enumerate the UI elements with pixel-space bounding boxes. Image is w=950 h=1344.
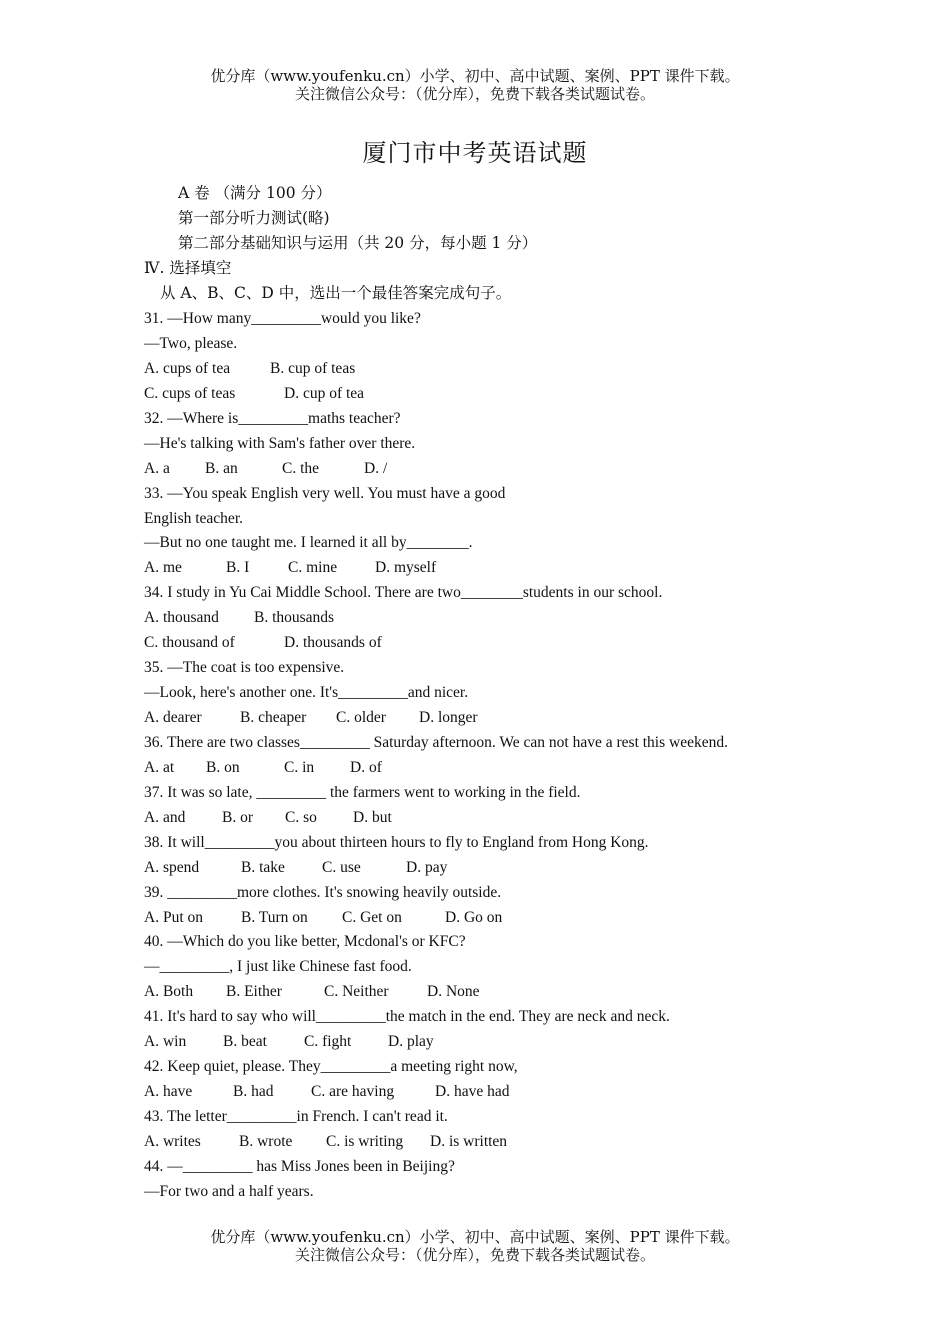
question-40-options bbox=[144, 980, 844, 1005]
option-d: D. is written bbox=[430, 1132, 508, 1150]
question-35-options bbox=[144, 706, 844, 731]
option-a: A. Put on bbox=[144, 908, 203, 926]
question-40-reply: —_________, I just like Chinese fast food. bbox=[144, 958, 412, 976]
option-b: B. or bbox=[222, 808, 253, 826]
option-c: C. cups of teas bbox=[144, 384, 236, 402]
option-c: C. older bbox=[336, 709, 386, 726]
option-a: A. have bbox=[144, 1083, 193, 1101]
option-a: A. and bbox=[144, 808, 186, 826]
option-b: B. wrote bbox=[239, 1132, 293, 1150]
page-footer bbox=[0, 1228, 950, 1264]
question-33-stem: 33. —You speak English very well. You must have a good bbox=[144, 484, 506, 502]
question-38-stem: 38. It will_________you about thirteen hours to fly to England from Hong Kong. bbox=[144, 833, 649, 851]
option-b: B. thousands bbox=[254, 609, 335, 627]
option-c: C. are having bbox=[311, 1083, 395, 1101]
question-44-reply: —For two and a half years. bbox=[144, 1182, 314, 1200]
option-a: A. writes bbox=[144, 1132, 201, 1150]
footer-line-2: 关注微信公众号：（优分库），免费下载各类试题试卷。 bbox=[294, 1246, 655, 1264]
question-34-options-ab bbox=[144, 606, 844, 631]
option-d: D. myself bbox=[375, 559, 437, 577]
question-33-reply: —But no one taught me. I learned it all by________. bbox=[144, 534, 473, 552]
section-instruction: 从 A、B、C、D 中，选出一个最佳答案完成句子。 bbox=[160, 284, 512, 302]
option-a: A. me bbox=[144, 559, 182, 577]
question-38-options bbox=[144, 856, 844, 881]
question-41-stem: 41. It's hard to say who will_________the match in the end. They are neck and neck. bbox=[144, 1008, 670, 1026]
question-32-stem: 32. —Where is_________maths teacher? bbox=[144, 409, 401, 427]
question-34-options-cd bbox=[144, 631, 844, 656]
option-b: B. Turn on bbox=[241, 908, 308, 926]
option-d: D. have had bbox=[435, 1083, 510, 1101]
option-c: C. fight bbox=[304, 1033, 352, 1051]
part-one-heading: 第一部分听力测试(略) bbox=[178, 209, 330, 227]
option-c: C. Get on bbox=[342, 908, 402, 926]
question-43-stem: 43. The letter_________in French. I can't read it. bbox=[144, 1108, 448, 1125]
option-c: C. so bbox=[285, 808, 317, 826]
question-37-options bbox=[144, 806, 844, 831]
option-b: B. on bbox=[206, 758, 240, 776]
option-b: B. cup of teas bbox=[270, 359, 356, 377]
page-title: 厦门市中考英语试题 bbox=[362, 139, 588, 167]
part-two-heading: 第二部分基础知识与运用（共 20 分，每小题 1 分） bbox=[178, 234, 538, 252]
option-a: A. spend bbox=[144, 858, 200, 876]
option-c: C. Neither bbox=[324, 983, 389, 1001]
header-line-2: 关注微信公众号：（优分库），免费下载各类试题试卷。 bbox=[294, 85, 655, 103]
option-b: B. an bbox=[205, 459, 238, 477]
footer-line-1: 优分库（www.youfenku.cn）小学、初中、高中试题、案例、PPT 课件下载。 bbox=[210, 1228, 740, 1246]
question-31-stem: 31. —How many_________would you like? bbox=[144, 310, 421, 327]
option-d: D. but bbox=[353, 808, 392, 826]
question-36-options bbox=[144, 756, 844, 781]
option-a: A. cups of tea bbox=[144, 359, 231, 377]
question-31-reply: —Two, please. bbox=[144, 334, 238, 352]
option-d: D. thousands of bbox=[284, 634, 382, 652]
option-a: A. a bbox=[144, 459, 170, 477]
option-c: C. use bbox=[322, 858, 361, 876]
question-list bbox=[144, 307, 844, 1205]
question-35-reply: —Look, here's another one. It's_________and nicer. bbox=[144, 684, 469, 702]
option-d: D. None bbox=[427, 983, 480, 1001]
question-34-stem: 34. I study in Yu Cai Middle School. There are two________students in our school. bbox=[144, 584, 663, 602]
option-a: A. Both bbox=[144, 983, 194, 1001]
question-33-stem-cont: English teacher. bbox=[144, 509, 243, 527]
option-d: D. of bbox=[350, 758, 382, 776]
option-d: D. Go on bbox=[445, 908, 503, 926]
page-header bbox=[0, 67, 950, 103]
header-line-1: 优分库（www.youfenku.cn）小学、初中、高中试题、案例、PPT 课件下载。 bbox=[210, 67, 740, 85]
option-a: A. thousand bbox=[144, 609, 219, 627]
question-39-options bbox=[144, 906, 844, 931]
question-32-options bbox=[144, 457, 844, 482]
option-d: D. longer bbox=[419, 709, 478, 726]
option-d: D. / bbox=[364, 459, 388, 477]
section-heading: Ⅳ. 选择填空 bbox=[144, 259, 232, 277]
question-40-stem: 40. —Which do you like better, Mcdonal's or KFC? bbox=[144, 933, 466, 951]
option-b: B. had bbox=[233, 1083, 274, 1101]
question-31-options-cd bbox=[144, 382, 844, 407]
option-d: D. pay bbox=[406, 858, 448, 876]
question-36-stem: 36. There are two classes_________ Saturday afternoon. We can not have a rest this weekend. bbox=[144, 733, 728, 751]
option-a: A. win bbox=[144, 1033, 187, 1051]
paper-info: A 卷 （满分 100 分） bbox=[178, 184, 332, 202]
question-42-stem: 42. Keep quiet, please. They_________a meeting right now, bbox=[144, 1058, 518, 1076]
option-b: B. beat bbox=[223, 1033, 267, 1051]
question-41-options bbox=[144, 1030, 844, 1055]
question-37-stem: 37. It was so late, _________ the farmers went to working in the field. bbox=[144, 783, 581, 801]
option-c: C. is writing bbox=[326, 1132, 404, 1150]
option-b: B. I bbox=[226, 559, 250, 577]
question-39-stem: 39. _________more clothes. It's snowing heavily outside. bbox=[144, 883, 502, 901]
option-d: D. play bbox=[388, 1033, 434, 1051]
option-c: C. the bbox=[282, 459, 320, 477]
option-c: C. thousand of bbox=[144, 634, 235, 652]
option-c: C. mine bbox=[288, 559, 338, 577]
question-33-options bbox=[144, 556, 844, 581]
question-31-options-ab bbox=[144, 357, 844, 382]
option-b: B. take bbox=[241, 858, 285, 876]
question-35-stem: 35. —The coat is too expensive. bbox=[144, 659, 345, 677]
question-42-options bbox=[144, 1080, 844, 1105]
option-a: A. at bbox=[144, 758, 175, 776]
option-a: A. dearer bbox=[144, 709, 202, 726]
question-32-reply: —He's talking with Sam's father over there. bbox=[144, 434, 416, 452]
option-b: B. Either bbox=[226, 983, 282, 1001]
option-c: C. in bbox=[284, 758, 315, 776]
option-b: B. cheaper bbox=[240, 709, 307, 726]
question-44-stem: 44. —_________ has Miss Jones been in Beijing? bbox=[144, 1157, 455, 1175]
question-43-options bbox=[144, 1130, 844, 1155]
option-d: D. cup of tea bbox=[284, 384, 365, 402]
